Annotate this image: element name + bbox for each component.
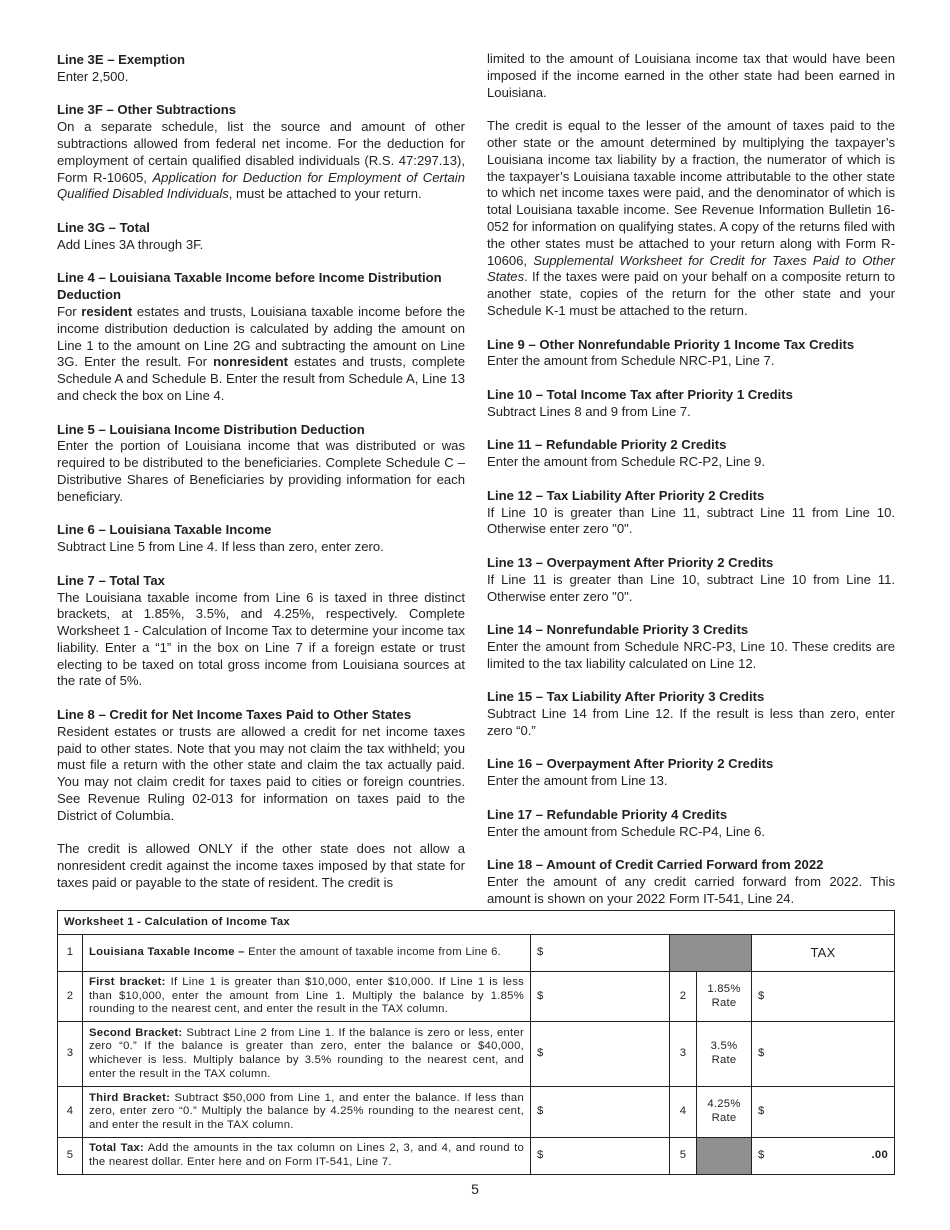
total-tax-field[interactable] xyxy=(752,1138,895,1175)
amount-field[interactable]: $ xyxy=(531,972,670,1022)
instruction-section xyxy=(57,102,465,203)
section-paragraph xyxy=(57,841,465,891)
row-text: Add the amounts in the tax column on Lines 2, 3, and 4, and round to the nearest dollar. Enter here and on Form IT-541, Line 7. xyxy=(89,1142,524,1168)
currency-sign: $ xyxy=(758,1149,765,1162)
rate-value: 3.5% xyxy=(710,1040,738,1053)
tax-field[interactable]: $ xyxy=(752,1022,895,1087)
text-segment: The credit is allowed ONLY if the other state does not allow a nonresident credit against the income taxes imposed by that state for taxes paid or payable to the state of resident. The credit is xyxy=(57,841,465,891)
row-text: Enter the amount of taxable income from Line 6. xyxy=(244,946,501,959)
rate-label: Rate xyxy=(711,1112,737,1124)
instruction-section xyxy=(487,51,895,320)
tax-line-number: 3 xyxy=(670,1022,697,1087)
text-segment: nonresident xyxy=(213,354,289,370)
section-heading: Line 4 – Louisiana Taxable Income before Income Distribution Deduction xyxy=(57,270,442,303)
section-heading: Line 3G – Total xyxy=(57,219,150,235)
instruction-section xyxy=(57,422,465,506)
instruction-section xyxy=(57,270,465,404)
section-heading: Line 13 – Overpayment After Priority 2 Credits xyxy=(487,554,774,570)
table-row xyxy=(58,1138,895,1175)
instruction-section xyxy=(487,437,895,471)
section-heading: Line 11 – Refundable Priority 2 Credits xyxy=(487,437,727,453)
section-paragraph xyxy=(57,119,465,203)
section-paragraph xyxy=(487,773,895,790)
rate-value: 1.85% xyxy=(707,982,741,995)
worksheet-1-table xyxy=(57,910,895,1175)
text-segment: resident xyxy=(81,303,133,319)
table-row xyxy=(58,972,895,1022)
shaded-cell xyxy=(670,935,752,972)
text-segment: Add Lines 3A through 3F. xyxy=(57,236,204,252)
rate-label: Rate xyxy=(711,1054,737,1066)
row-text: Subtract Line 2 from Line 1. If the balance is zero or less, enter zero “0.” If the balance is greater than zero, enter the balance or $40,000, whichever is less. Multiply balance by 3.5% rounding to the nearest cent, and enter the result in the TAX column. xyxy=(89,1026,524,1080)
section-paragraph xyxy=(57,724,465,825)
text-segment: limited to the amount of Louisiana income tax that would have been imposed if the income earned in the other state had been earned in Louisiana. xyxy=(487,51,895,100)
row-label: Third Bracket: xyxy=(89,1091,171,1104)
section-paragraph xyxy=(487,639,895,673)
tax-field[interactable]: $ xyxy=(752,972,895,1022)
rate-cell xyxy=(697,1022,752,1087)
row-label: Louisiana Taxable Income – xyxy=(89,946,245,959)
row-number: 5 xyxy=(58,1138,83,1175)
instruction-section xyxy=(487,857,895,907)
section-heading: Line 14 – Nonrefundable Priority 3 Credits xyxy=(487,622,749,638)
section-heading: Line 12 – Tax Liability After Priority 2 Credits xyxy=(487,487,765,503)
amount-field[interactable]: $ xyxy=(531,935,670,972)
section-heading: Line 10 – Total Income Tax after Priority 1 Credits xyxy=(487,386,793,402)
text-segment: Enter 2,500. xyxy=(57,68,129,84)
section-paragraph xyxy=(57,69,465,86)
text-segment: Enter the amount from Schedule RC-P2, Line 9. xyxy=(487,454,766,470)
rate-label: Rate xyxy=(711,996,737,1009)
section-paragraph xyxy=(487,824,895,841)
rate-value: 4.25% xyxy=(707,1098,741,1111)
instruction-section xyxy=(57,707,465,892)
tax-line-number: 5 xyxy=(670,1138,697,1175)
text-segment: estates and trusts, Louisiana taxable income before the income distribution deduction is calculated by adding the amount on Line 1 to the amount on Line 2G and subtracting the amount on Line 3G. Enter the result. For xyxy=(57,303,465,370)
instruction-section xyxy=(57,220,465,254)
instruction-section xyxy=(487,488,895,538)
instruction-section xyxy=(57,573,465,691)
section-paragraph xyxy=(487,404,895,421)
text-segment: The credit is equal to the lesser of the amount of taxes paid to the other state or the amount determined by multiplying the taxpayer’s Louisiana income tax liability by a fraction, the numerator of which is the taxpayer’s Louisiana taxable income attributable to the other state to which net income taxes were paid, and the denominator of which is total Louisiana taxable income. See Revenue Information Bulletin 16-052 for information on qualifying states. A copy of the returns filed with the other states must be attached to your return along with Form R-10606, xyxy=(487,118,895,268)
tax-field[interactable]: $ xyxy=(752,1087,895,1138)
tax-line-number: 4 xyxy=(670,1087,697,1138)
row-label: Total Tax: xyxy=(89,1142,145,1155)
section-heading: Line 18 – Amount of Credit Carried Forward from 2022 xyxy=(487,857,824,873)
text-segment: Subtract Line 14 from Line 12. If the result is less than zero, enter zero “0.” xyxy=(487,706,895,738)
instruction-section xyxy=(487,622,895,672)
section-paragraph xyxy=(487,572,895,606)
section-heading: Line 16 – Overpayment After Priority 2 Credits xyxy=(487,756,774,772)
amount-field[interactable]: $ xyxy=(531,1087,670,1138)
text-segment: Enter the amount from Line 13. xyxy=(487,773,668,789)
text-segment: estates and trusts, complete Schedule A and Schedule B. Enter the result from Schedule A, Line 13 and check the box on Line 4. xyxy=(57,354,465,403)
instruction-section xyxy=(487,689,895,739)
text-segment: , must be attached to your return. xyxy=(228,186,422,202)
text-segment: Subtract Lines 8 and 9 from Line 7. xyxy=(487,403,691,419)
text-segment: Enter the amount of any credit carried forward from 2022. This amount is shown on your 2022 Form IT-541, Line 24. xyxy=(487,874,895,906)
row-text: Subtract $50,000 from Line 1, and enter the balance. If less than zero, enter zero “0.” Multiply the balance by 4.25% rounding to the nearest cent, and enter the result in the TAX column. xyxy=(89,1091,524,1131)
section-paragraph xyxy=(487,118,895,320)
text-segment: Enter the amount from Schedule NRC-P3, Line 10. These credits are limited to the tax liability calculated on Line 12. xyxy=(487,638,895,671)
text-segment: . If the taxes were paid on your behalf on a composite return to another state, copies of the return for the other state and your Schedule K-1 must be attached to the return. xyxy=(487,269,895,318)
text-segment: If Line 10 is greater than Line 11, subtract Line 11 from Line 10. Otherwise enter zero "0". xyxy=(487,504,895,537)
text-segment: On a separate schedule, list the source and amount of other subtractions allowed from federal net income. For the deduction for employment of certain qualified disabled individuals (R.S. 47:297.13), Form R-10605, xyxy=(57,119,465,185)
section-heading: Line 8 – Credit for Net Income Taxes Paid to Other States xyxy=(57,707,412,723)
rate-cell xyxy=(697,1087,752,1138)
page-number: 5 xyxy=(471,1181,479,1197)
section-heading: Line 6 – Louisiana Taxable Income xyxy=(57,522,272,538)
table-row xyxy=(58,1087,895,1138)
shaded-cell xyxy=(697,1138,752,1175)
section-heading: Line 17 – Refundable Priority 4 Credits xyxy=(487,806,728,822)
section-paragraph xyxy=(487,874,895,908)
section-heading: Line 5 – Louisiana Income Distribution Deduction xyxy=(57,421,365,437)
table-row xyxy=(58,935,895,972)
row-description xyxy=(83,1022,531,1087)
text-segment: Enter the amount from Schedule RC-P4, Line 6. xyxy=(487,823,766,839)
amount-field[interactable]: $ xyxy=(531,1138,670,1175)
section-paragraph xyxy=(57,539,465,556)
row-number: 2 xyxy=(58,972,83,1022)
instruction-section xyxy=(487,387,895,421)
text-segment: The Louisiana taxable income from Line 6 is taxed in three distinct brackets, at 1.85%, 3.5%, and 4.25%, respectively. Complete Worksheet 1 - Calculation of Income Tax to determine your income tax liability. Enter a “1” in the box on Line 7 if a foreign estate or trust electing to be taxed on total gross income from Louisiana sources at the rate of 5%. xyxy=(57,589,465,689)
text-segment: Application for Deduction for Employment of Certain Qualified Disabled Individuals xyxy=(57,169,465,202)
row-description xyxy=(83,1087,531,1138)
tax-column-header: TAX xyxy=(752,935,895,972)
row-description xyxy=(83,972,531,1022)
instruction-section xyxy=(487,337,895,371)
text-segment: Subtract Line 5 from Line 4. If less than zero, enter zero. xyxy=(57,539,384,555)
row-number: 3 xyxy=(58,1022,83,1087)
text-segment: If Line 11 is greater than Line 10, subtract Line 10 from Line 11. Otherwise enter zero "0". xyxy=(487,571,895,604)
section-paragraph xyxy=(487,51,895,101)
instruction-section xyxy=(487,807,895,841)
section-heading: Line 9 – Other Nonrefundable Priority 1 Income Tax Credits xyxy=(487,336,855,352)
tax-line-number: 2 xyxy=(670,972,697,1022)
section-paragraph xyxy=(57,304,465,405)
section-paragraph xyxy=(57,590,465,691)
section-heading: Line 3E – Exemption xyxy=(57,52,186,67)
section-paragraph xyxy=(57,438,465,505)
text-segment: Resident estates or trusts are allowed a credit for net income taxes paid to other states. Note that you may not claim the tax withheld; you must file a return with the other state and claim the tax actually paid. You may not claim credit for taxes paid to cities or foreign countries. See Revenue Ruling 02-013 for information on taxes paid to the District of Columbia. xyxy=(57,723,465,823)
row-number: 4 xyxy=(58,1087,83,1138)
cents-value: .00 xyxy=(871,1149,888,1162)
row-text: If Line 1 is greater than $10,000, enter $10,000. If Line 1 is less than $10,000, enter the amount from Line 1. Multiply the balance by 1.85% rounding to the nearest cent, and enter the result in the TAX column. xyxy=(89,976,524,1016)
text-segment: For xyxy=(57,303,82,319)
right-column xyxy=(487,51,895,924)
amount-field[interactable]: $ xyxy=(531,1022,670,1087)
section-heading: Line 3F – Other Subtractions xyxy=(57,102,236,118)
row-number: 1 xyxy=(58,935,83,972)
text-segment: Enter the amount from Schedule NRC-P1, Line 7. xyxy=(487,353,775,369)
rate-cell xyxy=(697,972,752,1022)
instruction-section xyxy=(487,555,895,605)
section-paragraph xyxy=(487,706,895,740)
instruction-section xyxy=(487,756,895,790)
section-paragraph xyxy=(487,505,895,539)
instruction-section xyxy=(57,52,465,86)
instruction-section xyxy=(57,522,465,556)
section-paragraph xyxy=(487,353,895,370)
text-segment: Supplemental Worksheet for Credit for Taxes Paid to Other States xyxy=(487,252,895,285)
section-paragraph xyxy=(487,454,895,471)
row-description xyxy=(83,935,531,972)
left-column xyxy=(57,52,465,909)
worksheet-title: Worksheet 1 - Calculation of Income Tax xyxy=(58,911,895,935)
row-label: Second Bracket: xyxy=(89,1026,183,1039)
row-description xyxy=(83,1138,531,1175)
section-paragraph xyxy=(57,237,465,254)
row-label: First bracket: xyxy=(89,976,166,989)
text-segment: Enter the portion of Louisiana income that was distributed or was required to be distributed to the beneficiaries. Complete Schedule C – Distributive Shares of Beneficiaries by providing information for each beneficiary. xyxy=(57,438,465,504)
section-heading: Line 7 – Total Tax xyxy=(57,572,165,588)
section-heading: Line 15 – Tax Liability After Priority 3 Credits xyxy=(487,689,765,705)
table-row xyxy=(58,1022,895,1087)
